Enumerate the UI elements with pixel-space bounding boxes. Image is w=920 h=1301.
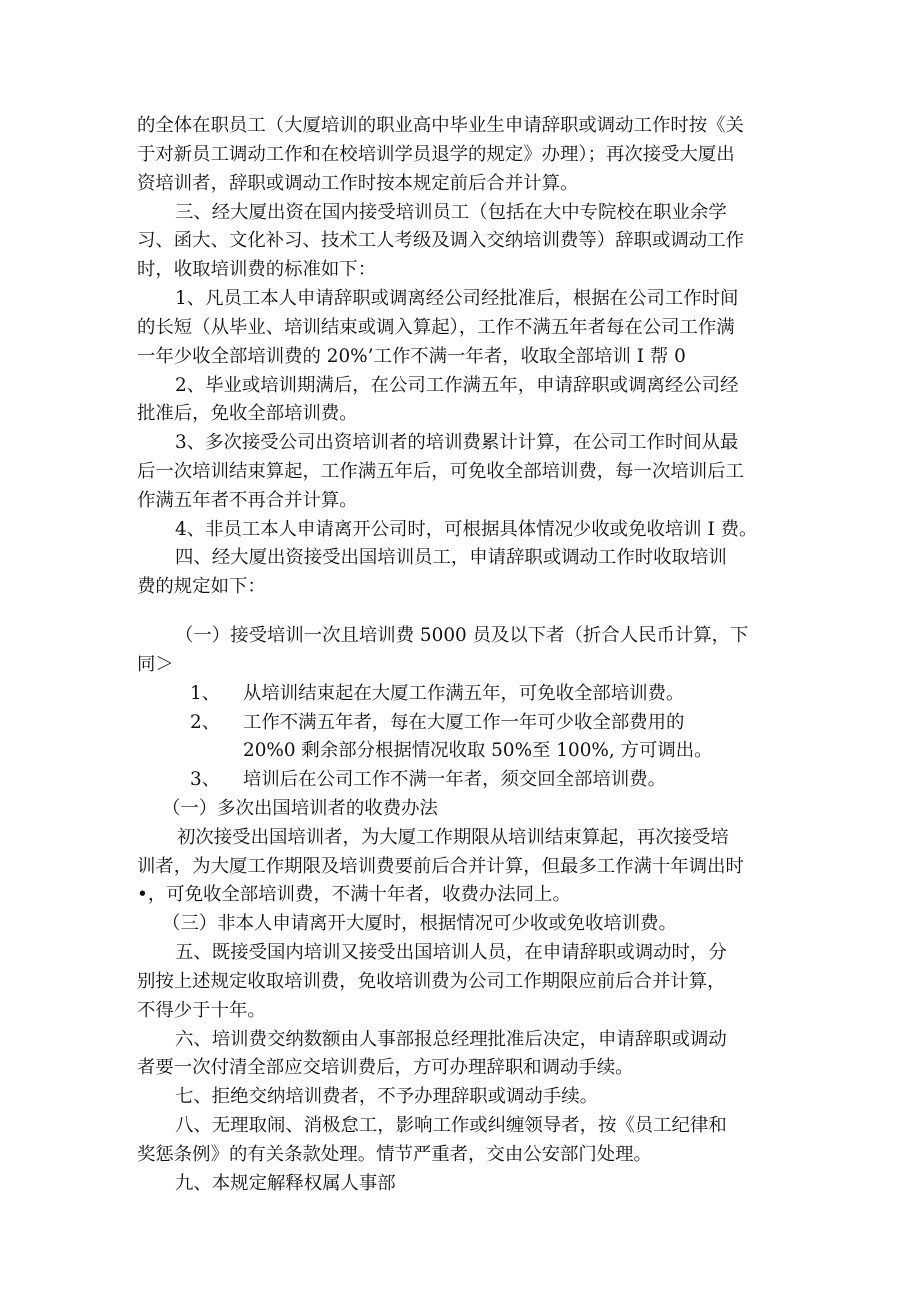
text-line: 习、函大、文化补习、技术工人考级及调入交纳培训费等）辞职或调动工作 bbox=[137, 230, 744, 251]
text-line: 九、本规定解释权属人事部 bbox=[175, 1173, 396, 1194]
text-line: 20%0 剩余部分根据情况收取 50%至 100%, 方可调出。 bbox=[243, 740, 713, 761]
text-line: （三）非本人申请离开大厦时，根据情况可少收或免收培训费。 bbox=[162, 913, 677, 934]
text-line: 不得少于十年。 bbox=[137, 1000, 266, 1021]
text-line: 时，收取培训费的标准如下： bbox=[137, 259, 377, 280]
text-line: （一）接受培训一次且培训费 5000 员及以下者（折合人民币计算，下 bbox=[175, 625, 749, 646]
text-line: 从培训结束起在大厦工作满五年，可免收全部培训费。 bbox=[243, 683, 685, 704]
text-line: 奖惩条例》的有关条款处理。情节严重者，交由公安部门处理。 bbox=[137, 1144, 652, 1165]
text-line: 4、非员工本人申请离开公司时，可根据具体情况少收或免收培训 I 费。 bbox=[175, 519, 758, 540]
text-line: （一）多次出国培训者的收费办法 bbox=[162, 798, 438, 819]
text-line: 3、多次接受公司出资培训者的培训费累计计算，在公司工作时间从最 bbox=[175, 432, 739, 453]
text-line: 的长短（从毕业、培训结束或调入算起），工作不满五年者每在公司工作满 bbox=[137, 317, 735, 338]
text-line: 后一次培训结束算起，工作满五年后，可免收全部培训费，每一次培训后工 bbox=[137, 461, 744, 482]
text-line: 六、培训费交纳数额由人事部报总经理批准后决定，申请辞职或调动 bbox=[175, 1029, 727, 1050]
text-line: 别按上述规定收取培训费，免收培训费为公司工作期限应前后合并计算， bbox=[137, 971, 726, 992]
text-line: 者要一次付清全部应交培训费后，方可办理辞职和调动手续。 bbox=[137, 1057, 634, 1078]
text-line: •，可免收全部培训费，不满十年者，收费办法同上。 bbox=[137, 884, 571, 905]
text-line: 四、经大厦出资接受出国培训员工，申请辞职或调动工作时收取培训 bbox=[175, 547, 727, 568]
list-number: 3、 bbox=[190, 769, 221, 790]
text-line: 培训后在公司工作不满一年者，须交回全部培训费。 bbox=[243, 769, 666, 790]
text-line: 于对新员工调动工作和在校培训学员退学的规定》办理）；再次接受大厦出 bbox=[137, 144, 735, 165]
text-line: 同＞ bbox=[137, 654, 174, 675]
text-line: 2、毕业或培训期满后，在公司工作满五年，申请辞职或调离经公司经 bbox=[175, 375, 739, 396]
text-line: 1、凡员工本人申请辞职或调离经公司经批准后，根据在公司工作时间 bbox=[175, 288, 739, 309]
text-line: 的全体在职员工（大厦培训的职业高中毕业生申请辞职或调动工作时按《关 bbox=[137, 115, 744, 136]
text-line: 七、拒绝交纳培训费者，不予办理辞职或调动手续。 bbox=[175, 1086, 598, 1107]
list-number: 2、 bbox=[190, 712, 221, 733]
text-line: 作满五年者不再合并计算。 bbox=[137, 490, 358, 511]
list-number: 1、 bbox=[190, 683, 221, 704]
text-line: 八、无理取闹、消极怠工，影响工作或纠缠领导者，按《员工纪律和 bbox=[175, 1115, 727, 1136]
text-line: 工作不满五年者，每在大厦工作一年可少收全部费用的 bbox=[243, 712, 685, 733]
text-line: 初次接受出国培训者，为大厦工作期限从培训结束算起，再次接受培 bbox=[177, 827, 729, 848]
text-line: 训者，为大厦工作期限及培训费要前后合并计算，但最多工作满十年调出时 bbox=[137, 856, 744, 877]
text-line: 三、经大厦出资在国内接受培训员工（包括在大中专院校在职业余学 bbox=[175, 202, 727, 223]
text-line: 五、既接受国内培训又接受出国培训人员，在申请辞职或调动时，分 bbox=[175, 942, 727, 963]
text-line: 一年少收全部培训费的 20%’工作不满一年者，收取全部培训 I 帮 0 bbox=[137, 346, 686, 367]
text-line: 费的规定如下： bbox=[137, 576, 266, 597]
text-line: 批准后，免收全部培训费。 bbox=[137, 403, 358, 424]
text-line: 资培训者，辞职或调动工作时按本规定前后合并计算。 bbox=[137, 173, 579, 194]
